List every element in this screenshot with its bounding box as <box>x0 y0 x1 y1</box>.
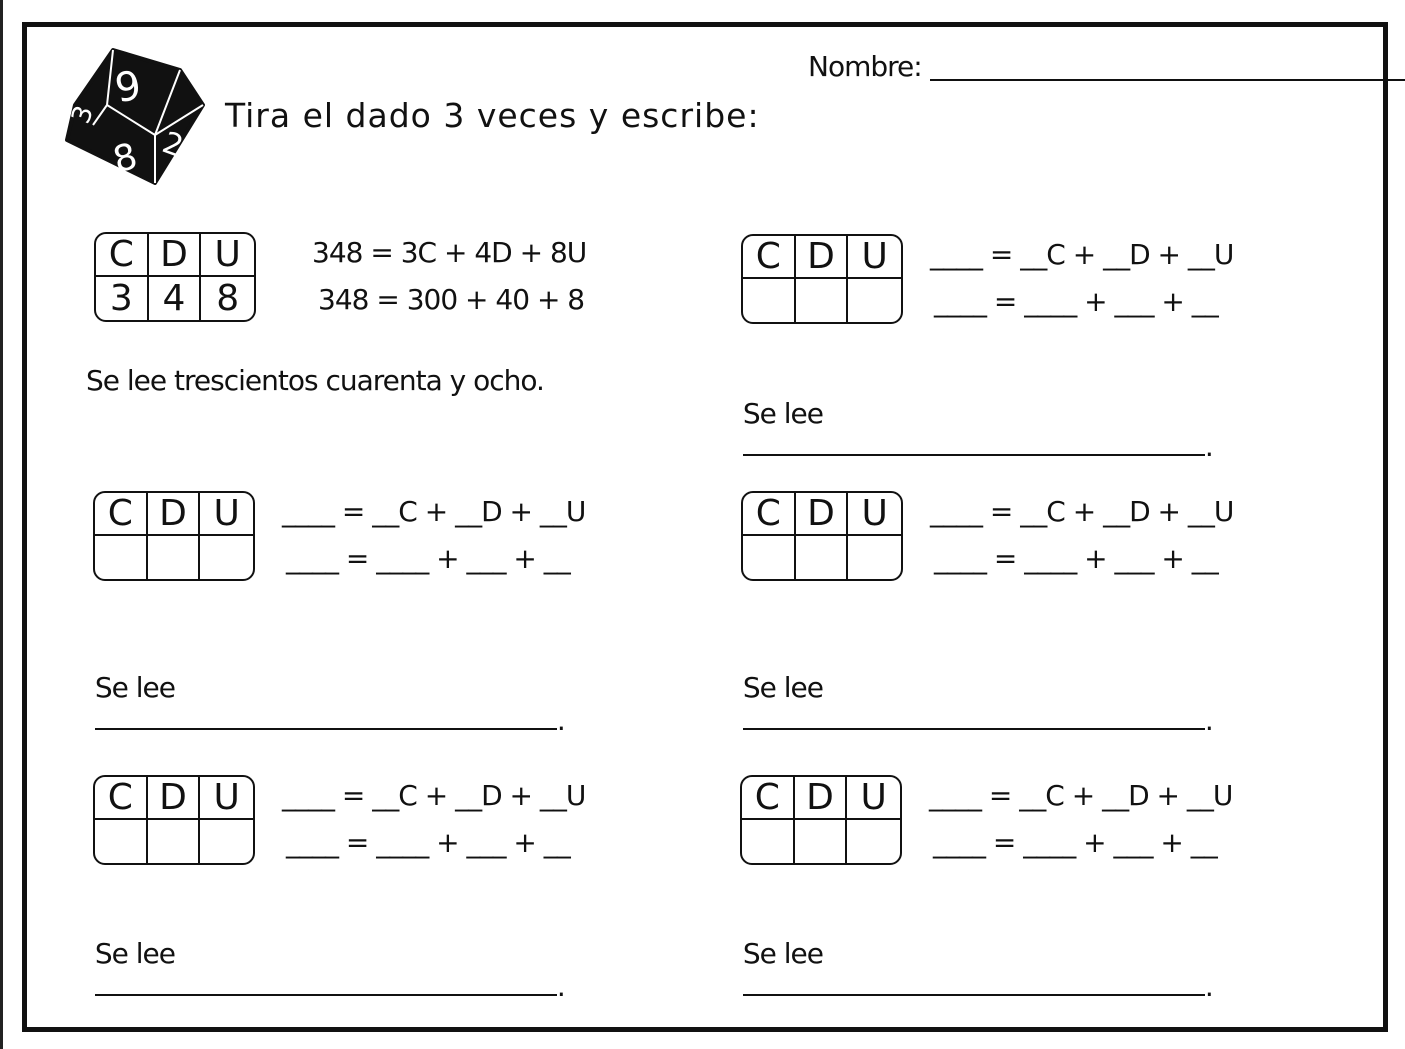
header-unidades: U <box>200 777 253 820</box>
reads-period: . <box>1204 430 1213 463</box>
reads-line[interactable] <box>727 364 1213 463</box>
die-face-bottom: 8 <box>109 135 142 182</box>
digit-box[interactable] <box>743 279 796 322</box>
digit-box[interactable] <box>95 536 148 579</box>
reads-blank[interactable] <box>95 728 557 730</box>
reads-blank[interactable] <box>743 728 1205 730</box>
reads-period: . <box>1204 704 1213 737</box>
reads-blank[interactable] <box>743 454 1205 456</box>
reads-blank[interactable] <box>95 994 557 996</box>
header-unidades: U <box>848 236 901 279</box>
digit-centenas: 3 <box>96 277 149 320</box>
header-decenas: D <box>148 777 201 820</box>
place-value-table[interactable] <box>741 234 903 324</box>
header-decenas: D <box>795 777 848 820</box>
page-edge <box>0 0 3 1049</box>
header-unidades: U <box>200 493 253 536</box>
digit-box[interactable] <box>848 279 901 322</box>
header-decenas: D <box>148 493 201 536</box>
reads-label: Se lee <box>742 937 823 970</box>
reads-period: . <box>556 970 565 1003</box>
digit-box[interactable] <box>796 536 849 579</box>
die-face-top: 9 <box>111 62 145 113</box>
place-value-table[interactable] <box>93 775 255 865</box>
expanded-letters-line[interactable]: ____ = __C + __D + __U <box>930 238 1234 271</box>
digit-decenas: 4 <box>149 277 202 320</box>
example-expanded-values: 348 = 300 + 40 + 8 <box>318 283 585 316</box>
reads-label: Se lee <box>742 671 823 704</box>
header-unidades: U <box>847 777 900 820</box>
reads-line[interactable] <box>79 638 565 737</box>
name-input-line[interactable] <box>930 79 1405 81</box>
digit-box[interactable] <box>742 820 795 863</box>
place-value-table[interactable] <box>740 775 902 865</box>
digit-box[interactable] <box>200 820 253 863</box>
reads-period: . <box>556 704 565 737</box>
digit-box[interactable] <box>848 536 901 579</box>
header-unidades: U <box>201 234 254 277</box>
reads-label: Se lee <box>742 397 823 430</box>
expanded-letters-line[interactable]: ____ = __C + __D + __U <box>930 495 1234 528</box>
name-label: Nombre: <box>808 50 922 83</box>
example-reads: Se lee trescientos cuarenta y ocho. <box>86 364 544 397</box>
example-expanded-letters: 348 = 3C + 4D + 8U <box>312 236 587 269</box>
die-icon <box>55 45 205 185</box>
expanded-values-line[interactable]: ____ = ____ + ___ + __ <box>934 542 1218 575</box>
reads-line[interactable] <box>727 638 1213 737</box>
expanded-letters-line[interactable]: ____ = __C + __D + __U <box>282 779 586 812</box>
header-centenas: C <box>743 236 796 279</box>
expanded-values-line[interactable]: ____ = ____ + ___ + __ <box>286 826 570 859</box>
expanded-letters-line[interactable]: ____ = __C + __D + __U <box>282 495 586 528</box>
header-unidades: U <box>848 493 901 536</box>
reads-period: . <box>1204 970 1213 1003</box>
place-value-table-example <box>94 232 256 322</box>
place-value-table[interactable] <box>93 491 255 581</box>
header-decenas: D <box>149 234 202 277</box>
digit-box[interactable] <box>795 820 848 863</box>
worksheet-title: Tira el dado 3 veces y escribe: <box>225 96 760 135</box>
digit-box[interactable] <box>847 820 900 863</box>
die-face-right: 2 <box>157 125 188 165</box>
expanded-values-line[interactable]: ____ = ____ + ___ + __ <box>933 826 1217 859</box>
reads-label: Se lee <box>94 937 175 970</box>
digit-box[interactable] <box>148 820 201 863</box>
digit-box[interactable] <box>796 279 849 322</box>
header-decenas: D <box>796 236 849 279</box>
header-decenas: D <box>796 493 849 536</box>
expanded-values-line[interactable]: ____ = ____ + ___ + __ <box>934 285 1218 318</box>
digit-box[interactable] <box>200 536 253 579</box>
digit-box[interactable] <box>95 820 148 863</box>
expanded-values-line[interactable]: ____ = ____ + ___ + __ <box>286 542 570 575</box>
digit-box[interactable] <box>743 536 796 579</box>
header-centenas: C <box>95 777 148 820</box>
die-face-left: 3 <box>66 101 101 128</box>
header-centenas: C <box>96 234 149 277</box>
reads-line[interactable] <box>79 904 565 1003</box>
reads-label: Se lee <box>94 671 175 704</box>
header-centenas: C <box>743 493 796 536</box>
digit-unidades: 8 <box>216 277 240 319</box>
reads-line[interactable] <box>727 904 1213 1003</box>
header-centenas: C <box>742 777 795 820</box>
header-centenas: C <box>95 493 148 536</box>
place-value-table[interactable] <box>741 491 903 581</box>
digit-box[interactable] <box>148 536 201 579</box>
expanded-letters-line[interactable]: ____ = __C + __D + __U <box>929 779 1233 812</box>
reads-blank[interactable] <box>743 994 1205 996</box>
